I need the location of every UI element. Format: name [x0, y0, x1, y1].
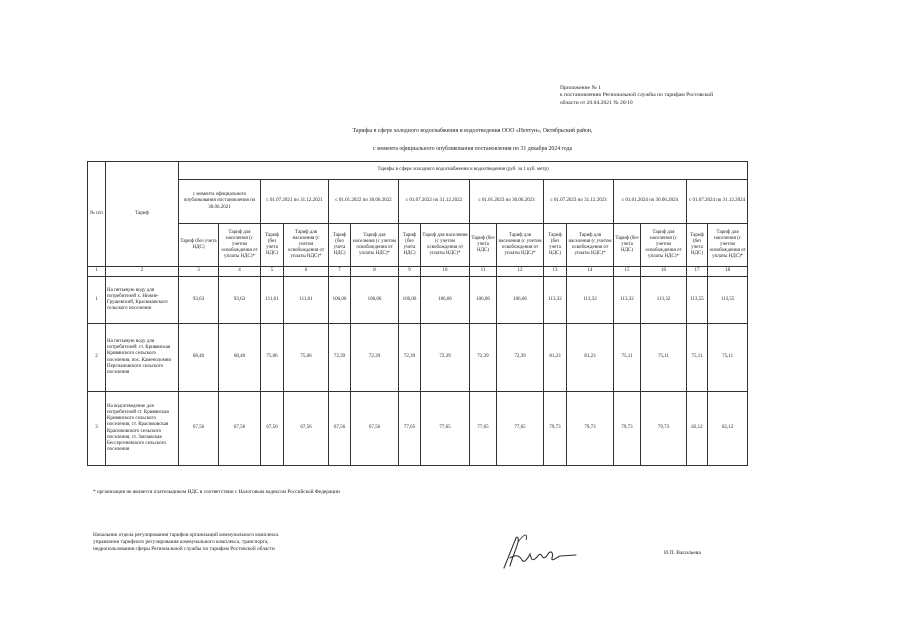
tariff-value: 72,39: [470, 324, 497, 392]
column-number: 6: [284, 267, 329, 277]
tariff-value: 81,23: [544, 324, 567, 392]
signatory-line-3: недропользования сферы Региональной службы по тарифам Ростовской области: [93, 546, 275, 552]
tariff-value: 68,40: [179, 324, 219, 392]
tariff-value: 79,73: [641, 392, 687, 466]
period-header: с 01.01.2024 по 30.06.2024: [614, 180, 687, 224]
tariff-table: [87, 161, 748, 466]
tariff-value: 113,55: [687, 277, 708, 324]
row-tariff-name: На питьевую воду для потребителей: ст. Кривянская Кривянского сельского поселения, пос. Каменоломни Персиановского сельского поселения: [106, 324, 179, 392]
subheader-tariff: Тариф (без учета НДС): [470, 224, 497, 267]
tariff-value: 72,39: [351, 324, 399, 392]
tariff-value: 106,06: [399, 277, 421, 324]
subheader-tariff-population: Тариф для населения (с учетом освобождения от уплаты НДС)*: [351, 224, 399, 267]
tariff-value: 106,06: [329, 277, 351, 324]
tariff-value: 67,56: [261, 392, 284, 466]
tariff-value: 67,56: [284, 392, 329, 466]
appendix-header: [560, 85, 760, 107]
tariff-value: 75,11: [687, 324, 708, 392]
tariff-value: 79,73: [614, 392, 641, 466]
column-number: 3: [179, 267, 219, 277]
tariff-value: 67,56: [219, 392, 261, 466]
column-number: 10: [421, 267, 470, 277]
tariff-value: 68,40: [219, 324, 261, 392]
column-number: 1: [88, 267, 106, 277]
column-number: 17: [687, 267, 708, 277]
table-row: [88, 277, 748, 324]
row-number: 3: [88, 392, 106, 466]
subheader-tariff-population: Тариф для населения (с учетом освобождения от уплаты НДС)*: [641, 224, 687, 267]
tariff-value: 77,65: [421, 392, 470, 466]
column-number: 4: [219, 267, 261, 277]
signatory-name: И.П. Васильева: [664, 550, 701, 556]
tariff-value: 67,56: [329, 392, 351, 466]
tariff-value: 93,63: [179, 277, 219, 324]
tariff-value: 113,32: [614, 277, 641, 324]
column-number: 18: [708, 267, 748, 277]
handwritten-signature: [498, 528, 580, 576]
column-number-row: [88, 267, 748, 277]
header-tariff: Тариф: [106, 162, 179, 267]
tariff-value: 77,65: [399, 392, 421, 466]
header-num: № п/п: [88, 162, 106, 267]
subheader-tariff: Тариф (без учета НДС): [329, 224, 351, 267]
tariff-value: 113,32: [641, 277, 687, 324]
tariff-value: 111,61: [284, 277, 329, 324]
tariff-value: 72,39: [399, 324, 421, 392]
column-number: 8: [351, 267, 399, 277]
tariff-value: 82,12: [687, 392, 708, 466]
tariff-value: 106,06: [497, 277, 544, 324]
appendix-line-2: к постановлению Региональной службы по тарифам Ростовской: [560, 92, 714, 99]
period-header: с момента официального опубликования постановления по 30.06.2021: [179, 180, 261, 224]
subheader-tariff-population: Тариф для населения (с учетом освобождения от уплаты НДС)*: [219, 224, 261, 267]
signatory-position: [93, 532, 333, 553]
subheader-tariff: Тариф (без учета НДС): [261, 224, 284, 267]
subheader-tariff-population: Тариф для населения (с учетом освобождения от уплаты НДС)*: [284, 224, 329, 267]
subheader-tariff: Тариф (без учета НДС): [399, 224, 421, 267]
appendix-line-3: области от 20.04.2021 № 20/10: [560, 99, 633, 106]
signatory-line-1: Начальник отдела регулирования тарифов организаций коммунального комплекса: [93, 532, 279, 538]
tariff-value: 113,32: [567, 277, 614, 324]
period-header: с 01.01.2022 по 30.06.2022: [329, 180, 399, 224]
tariff-value: 75,06: [284, 324, 329, 392]
subheader-tariff-population: Тариф для населения (с учетом освобождения от уплаты НДС)*: [421, 224, 470, 267]
tariff-value: 72,39: [497, 324, 544, 392]
tariff-value: 72,39: [421, 324, 470, 392]
subheader-tariff: Тариф (без учета НДС): [179, 224, 219, 267]
column-number: 12: [497, 267, 544, 277]
column-number: 11: [470, 267, 497, 277]
column-number: 7: [329, 267, 351, 277]
tariff-value: 113,55: [708, 277, 748, 324]
column-number: 2: [106, 267, 179, 277]
period-header: с 01.07.2022 по 31.12.2022: [399, 180, 470, 224]
tariff-value: 67,56: [179, 392, 219, 466]
tariff-value: 79,73: [567, 392, 614, 466]
tariff-value: 106,06: [470, 277, 497, 324]
column-number: 13: [544, 267, 567, 277]
table-row: [88, 392, 748, 466]
tariff-value: 75,11: [708, 324, 748, 392]
tariff-value: 113,32: [544, 277, 567, 324]
period-header: с 01.07.2024 по 31.12.2024: [687, 180, 748, 224]
subheader-tariff-population: Тариф для населения (с учетом освобождения от уплаты НДС)*: [708, 224, 748, 267]
subheader-tariff: Тариф (без учета НДС): [687, 224, 708, 267]
tariff-value: 75,06: [261, 324, 284, 392]
tariff-value: 82,12: [708, 392, 748, 466]
column-number: 5: [261, 267, 284, 277]
tariff-value: 93,63: [219, 277, 261, 324]
tariff-value: 72,39: [329, 324, 351, 392]
tariff-value: 75,11: [614, 324, 641, 392]
column-number: 9: [399, 267, 421, 277]
document-subtitle: с момента официального опубликования постановления по 31 декабря 2024 года: [372, 146, 573, 152]
tariff-value: 77,65: [497, 392, 544, 466]
document-title: Тарифы в сфере холодного водоснабжения и водоотведения ООО «Нептун», Октябрьский район,: [352, 128, 593, 134]
tariff-value: 106,06: [421, 277, 470, 324]
period-header: с 01.07.2021 по 31.12.2021: [261, 180, 329, 224]
header-group: Тарифы в сфере холодного водоснабжения и водоотведения (руб. за 1 куб. метр): [179, 162, 748, 180]
row-tariff-name: На питьевую воду для потребителей х. Нижне-Грушевский, Красюковского сельского поселения: [106, 277, 179, 324]
subheader-tariff: Тариф (без учета НДС): [544, 224, 567, 267]
tariff-value: 79,73: [544, 392, 567, 466]
signatory-line-2: управления тарифного регулирования коммунального комплекса, транспорта,: [93, 539, 269, 545]
tariff-value: 75,11: [641, 324, 687, 392]
tariff-value: 81,23: [567, 324, 614, 392]
subheader-tariff: Тариф (без учета НДС): [614, 224, 641, 267]
tariff-value: 111,61: [261, 277, 284, 324]
subheader-tariff-population: Тариф для населения (с учетом освобождения от уплаты НДС)*: [567, 224, 614, 267]
footnote: * организация не является плательщиком НДС в соответствии с Налоговым кодексом Российской Федерации: [93, 489, 340, 495]
period-header: с 01.01.2023 по 30.06.2023: [470, 180, 544, 224]
appendix-line-1: Приложение № 1: [560, 85, 601, 91]
column-number: 14: [567, 267, 614, 277]
row-number: 2: [88, 324, 106, 392]
row-tariff-name: На водоотведение для потребителей ст. Кривянская Кривянского сельского поселения, ст. Красюковская Красюковского сельского поселения, ст. Заплавская Бессергеневского сельского поселения: [106, 392, 179, 466]
tariff-value: 106,06: [351, 277, 399, 324]
tariff-value: 67,56: [351, 392, 399, 466]
period-header: с 01.07.2023 по 31.12.2023: [544, 180, 614, 224]
column-number: 15: [614, 267, 641, 277]
tariff-value: 77,65: [470, 392, 497, 466]
subheader-tariff-population: Тариф для населения (с учетом освобождения от уплаты НДС)*: [497, 224, 544, 267]
row-number: 1: [88, 277, 106, 324]
column-number: 16: [641, 267, 687, 277]
table-row: [88, 324, 748, 392]
